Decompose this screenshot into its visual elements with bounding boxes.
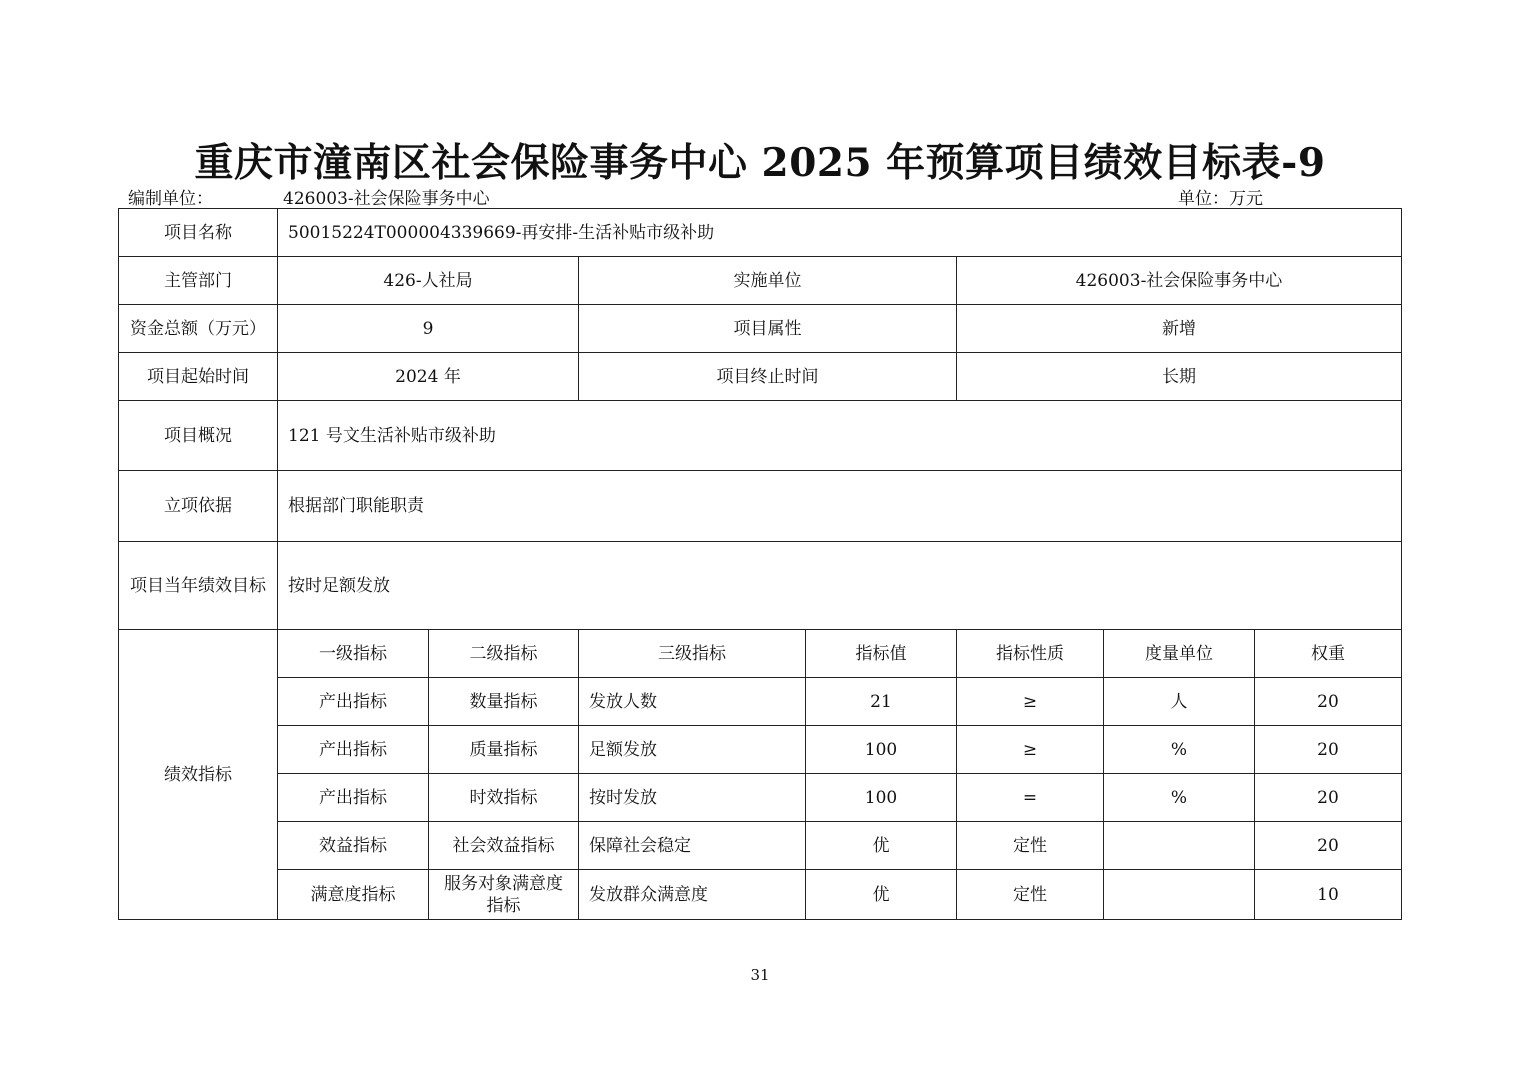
org-label: 编制单位： [128, 189, 213, 209]
cell-nature: 定性 [957, 870, 1104, 920]
attr-value: 新增 [957, 305, 1402, 353]
cell-unit [1104, 822, 1255, 870]
row-overview [119, 401, 1402, 471]
attr-label: 项目属性 [579, 305, 957, 353]
cell-weight: 20 [1255, 678, 1402, 726]
basis-value: 根据部门职能职责 [278, 471, 1402, 542]
cell-level1: 效益指标 [278, 822, 429, 870]
indicator-header-row [119, 630, 1402, 678]
header-unit: 度量单位 [1104, 630, 1255, 678]
page-title: 重庆市潼南区社会保险事务中心 2025 年预算项目绩效目标表-9 [194, 140, 1326, 186]
cell-level1: 满意度指标 [278, 870, 429, 920]
cell-nature: ≥ [957, 678, 1104, 726]
cell-value: 100 [806, 774, 957, 822]
header-weight: 权重 [1255, 630, 1402, 678]
header-level1: 一级指标 [278, 630, 429, 678]
table-row [119, 822, 1402, 870]
end-value: 长期 [957, 353, 1402, 401]
cell-value: 100 [806, 726, 957, 774]
impl-label: 实施单位 [579, 257, 957, 305]
cell-nature: = [957, 774, 1104, 822]
cell-level1: 产出指标 [278, 774, 429, 822]
cell-unit: 人 [1104, 678, 1255, 726]
header-level2: 二级指标 [429, 630, 579, 678]
table-row [119, 774, 1402, 822]
row-basis [119, 471, 1402, 542]
row-goal [119, 542, 1402, 630]
table-row [119, 726, 1402, 774]
project-name-label: 项目名称 [119, 209, 278, 257]
cell-level3: 足额发放 [579, 726, 806, 774]
indicators-label: 绩效指标 [119, 630, 278, 920]
performance-table [118, 208, 1402, 920]
row-project-name [119, 209, 1402, 257]
dept-value: 426-人社局 [278, 257, 579, 305]
row-fund [119, 305, 1402, 353]
goal-label: 项目当年绩效目标 [119, 542, 278, 630]
cell-nature: ≥ [957, 726, 1104, 774]
table-row [119, 870, 1402, 920]
cell-level2: 社会效益指标 [429, 822, 579, 870]
project-name-value: 50015224T000004339669-再安排-生活补贴市级补助 [278, 209, 1402, 257]
cell-value: 优 [806, 822, 957, 870]
table-row [119, 678, 1402, 726]
cell-weight: 20 [1255, 726, 1402, 774]
row-dept [119, 257, 1402, 305]
cell-weight: 20 [1255, 822, 1402, 870]
header-value: 指标值 [806, 630, 957, 678]
page-number: 31 [750, 966, 770, 984]
dept-label: 主管部门 [119, 257, 278, 305]
org-value: 426003-社会保险事务中心 [283, 189, 490, 209]
cell-level2: 服务对象满意度指标 [429, 870, 579, 920]
header-level3: 三级指标 [579, 630, 806, 678]
unit-label: 单位：万元 [1178, 189, 1263, 209]
cell-level1: 产出指标 [278, 678, 429, 726]
cell-weight: 20 [1255, 774, 1402, 822]
start-value: 2024 年 [278, 353, 579, 401]
goal-value: 按时足额发放 [278, 542, 1402, 630]
cell-unit: % [1104, 726, 1255, 774]
cell-unit [1104, 870, 1255, 920]
cell-level3: 按时发放 [579, 774, 806, 822]
cell-level2: 时效指标 [429, 774, 579, 822]
cell-nature: 定性 [957, 822, 1104, 870]
fund-label: 资金总额（万元） [119, 305, 278, 353]
cell-level3: 保障社会稳定 [579, 822, 806, 870]
cell-value: 21 [806, 678, 957, 726]
end-label: 项目终止时间 [579, 353, 957, 401]
basis-label: 立项依据 [119, 471, 278, 542]
cell-level3: 发放人数 [579, 678, 806, 726]
start-label: 项目起始时间 [119, 353, 278, 401]
cell-level3: 发放群众满意度 [579, 870, 806, 920]
cell-level2: 质量指标 [429, 726, 579, 774]
row-time [119, 353, 1402, 401]
cell-weight: 10 [1255, 870, 1402, 920]
overview-value: 121 号文生活补贴市级补助 [278, 401, 1402, 471]
header-nature: 指标性质 [957, 630, 1104, 678]
cell-value: 优 [806, 870, 957, 920]
cell-unit: % [1104, 774, 1255, 822]
overview-label: 项目概况 [119, 401, 278, 471]
impl-value: 426003-社会保险事务中心 [957, 257, 1402, 305]
fund-value: 9 [278, 305, 579, 353]
cell-level1: 产出指标 [278, 726, 429, 774]
cell-level2: 数量指标 [429, 678, 579, 726]
